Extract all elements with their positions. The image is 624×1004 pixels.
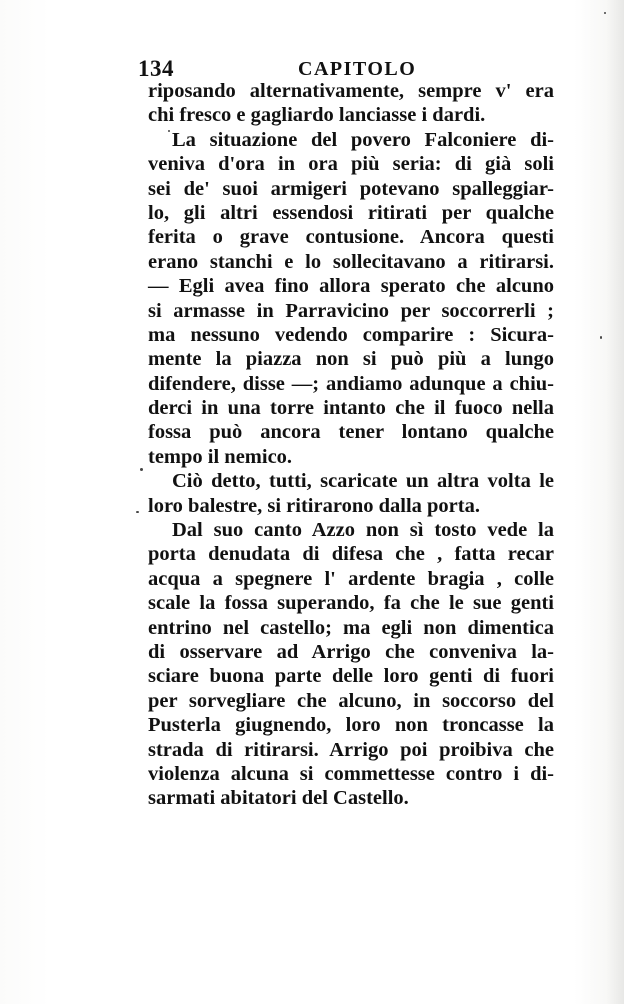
text-line: erano stanchi e lo sollecitavano a ritirarsi. [148, 250, 554, 273]
running-title: CAPITOLO [298, 58, 417, 80]
text-line: scale la fossa superando, fa che le sue genti [148, 592, 554, 615]
page-number: 134 [138, 56, 174, 81]
paragraph-start-line: Ciò detto, tutti, scaricate un altra volta le [172, 470, 554, 493]
text-line: sciare buona parte delle loro genti di fuori [148, 665, 554, 688]
text-line: violenza alcuna si commettesse contro i di- [148, 762, 554, 785]
paragraph-start-line: Dal suo canto Azzo non sì tosto vede la [172, 519, 554, 542]
text-line: acqua a spegnere l' ardente bragia , colle [148, 567, 554, 590]
text-line: riposando alternativamente, sempre v' era [148, 80, 554, 102]
text-line: derci in una torre intanto che il fuoco nella [148, 397, 554, 420]
text-line: porta denudata di difesa che , fatta recar [148, 543, 554, 566]
paper-speck [168, 130, 170, 132]
paper-speck [136, 511, 139, 513]
text-line: ferita o grave contusione. Ancora questi [148, 226, 554, 249]
text-line: — Egli avea fino allora sperato che alcuno [148, 275, 554, 298]
text-line: chi fresco e gagliardo lanciasse i dardi. [148, 104, 486, 127]
text-line: di osservare ad Arrigo che conveniva la- [148, 640, 554, 663]
text-line: lo, gli altri essendosi ritirati per qualche [148, 201, 554, 224]
text-line: loro balestre, si ritirarono dalla porta. [148, 494, 480, 517]
text-line: per sorvegliare che alcuno, in soccorso del [148, 689, 554, 712]
body-text [148, 79, 554, 811]
text-line: ma nessuno vedendo comparire : Sicura- [148, 323, 554, 346]
text-line: tempo il nemico. [148, 445, 293, 468]
page-edge-shadow [606, 0, 624, 1004]
text-line: strada di ritirarsi. Arrigo poi proibiva che [148, 738, 554, 761]
text-line: veniva d'ora in ora più seria: di già soli [148, 153, 554, 176]
text-line: Pusterla giugnendo, loro non troncasse la [148, 714, 554, 737]
text-line: si armasse in Parravicino per soccorrerli ; [148, 299, 554, 322]
text-line: mente la piazza non si può più a lungo [148, 348, 554, 371]
paper-speck [600, 336, 602, 339]
paragraph-start-line: La situazione del povero Falconiere di- [172, 128, 554, 151]
text-line: sei de' suoi armigeri potevano spalleggiar- [148, 177, 554, 200]
text-line: difendere, disse —; andiamo adunque a chiu- [148, 372, 554, 395]
text-line: fossa può ancora tener lontano qualche [148, 421, 554, 444]
text-line: sarmati abitatori del Castello. [148, 787, 409, 810]
paper-speck [140, 468, 143, 471]
text-line: entrino nel castello; ma egli non dimentica [148, 616, 554, 639]
